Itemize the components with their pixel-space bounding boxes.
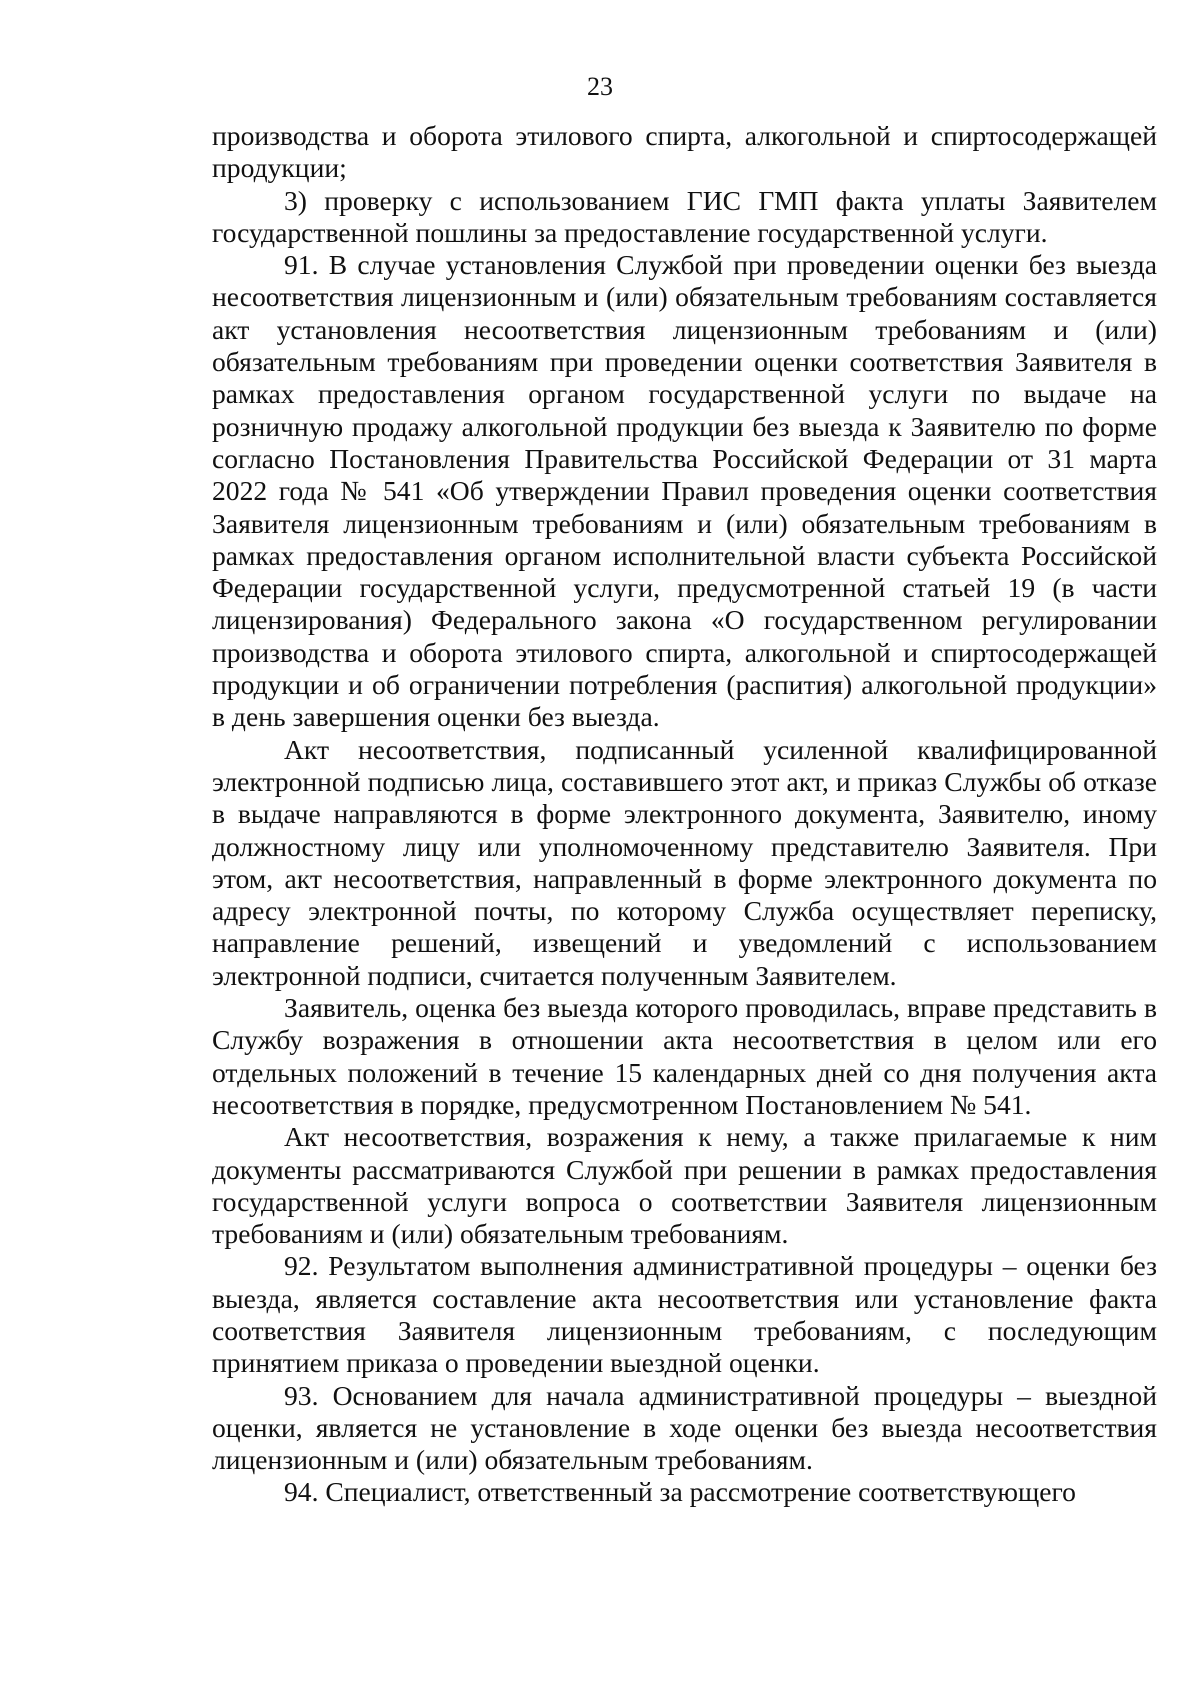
paragraph-92: 92. Результатом выполнения административной процедуры – оценки без выезда, является составление акта несоответствия или установление факта соответствия Заявителя лицензионным требованиям, с последующим принятием приказа о проведении выездной оценки.: [212, 1250, 1157, 1379]
paragraph-objections: Заявитель, оценка без выезда которого проводилась, вправе представить в Службу возражения в отношении акта несоответствия в целом или его отдельных положений в течение 15 календарных дней со дня получения акта несоответствия в порядке, предусмотренном Постановлением № 541.: [212, 992, 1157, 1120]
page-number: 23: [587, 72, 613, 101]
paragraph-94: 94. Специалист, ответственный за рассмотрение соответствующего: [284, 1476, 1076, 1508]
paragraph-91: 91. В случае установления Службой при проведении оценки без выезда несоответствия лицензионным и (или) обязательным требованиям составляется акт установления несоответствия лицензионным требованиям и (или) обязательным требованиям при проведении оценки соответствия Заявителя в рамках предоставления органом государственной услуги по выдаче на розничную продажу алкогольной продукции без выезда к Заявителю по форме согласно Постановления Правительства Российской Федерации от 31 марта 2022 года № 541 «Об утверждении Правил проведения оценки соответствия Заявителя лицензионным требованиям и (или) обязательным требованиям в рамках предоставления органом исполнительной власти субъекта Российской Федерации государственной услуги, предусмотренной статьей 19 (в части лицензирования) Федерального закона «О государственном регулировании производства и оборота этилового спирта, алкогольной и спиртосодержащей продукции и об ограничении потребления (распития) алкогольной продукции» в день завершения оценки без выезда.: [212, 249, 1157, 733]
paragraph-93: 93. Основанием для начала административной процедуры – выездной оценки, является не установление в ходе оценки без выезда несоответствия лицензионным и (или) обязательным требованиям.: [212, 1379, 1157, 1476]
document-body: [212, 120, 1157, 1509]
paragraph-continuation: производства и оборота этилового спирта, алкогольной и спиртосодержащей продукции;: [212, 120, 1157, 184]
paragraph-item-3: 3) проверку с использованием ГИС ГМП факта уплаты Заявителем государственной пошлины за предоставление государственной услуги.: [212, 184, 1157, 248]
paragraph-act-signing: Акт несоответствия, подписанный усиленной квалифицированной электронной подписью лица, составившего этот акт, и приказ Службы об отказе в выдаче направляются в форме электронного документа, Заявителю, иному должностному лицу или уполномоченному представителю Заявителя. При этом, акт несоответствия, направленный в форме электронного документа по адресу электронной почты, по которому Служба осуществляет переписку, направление решений, извещений и уведомлений с использованием электронной подписи, считается полученным Заявителем.: [212, 733, 1157, 991]
paragraph-act-review: Акт несоответствия, возражения к нему, а также прилагаемые к ним документы рассматриваются Службой при решении в рамках предоставления государственной услуги вопроса о соответствии Заявителя лицензионным требованиям и (или) обязательным требованиям.: [212, 1121, 1157, 1250]
